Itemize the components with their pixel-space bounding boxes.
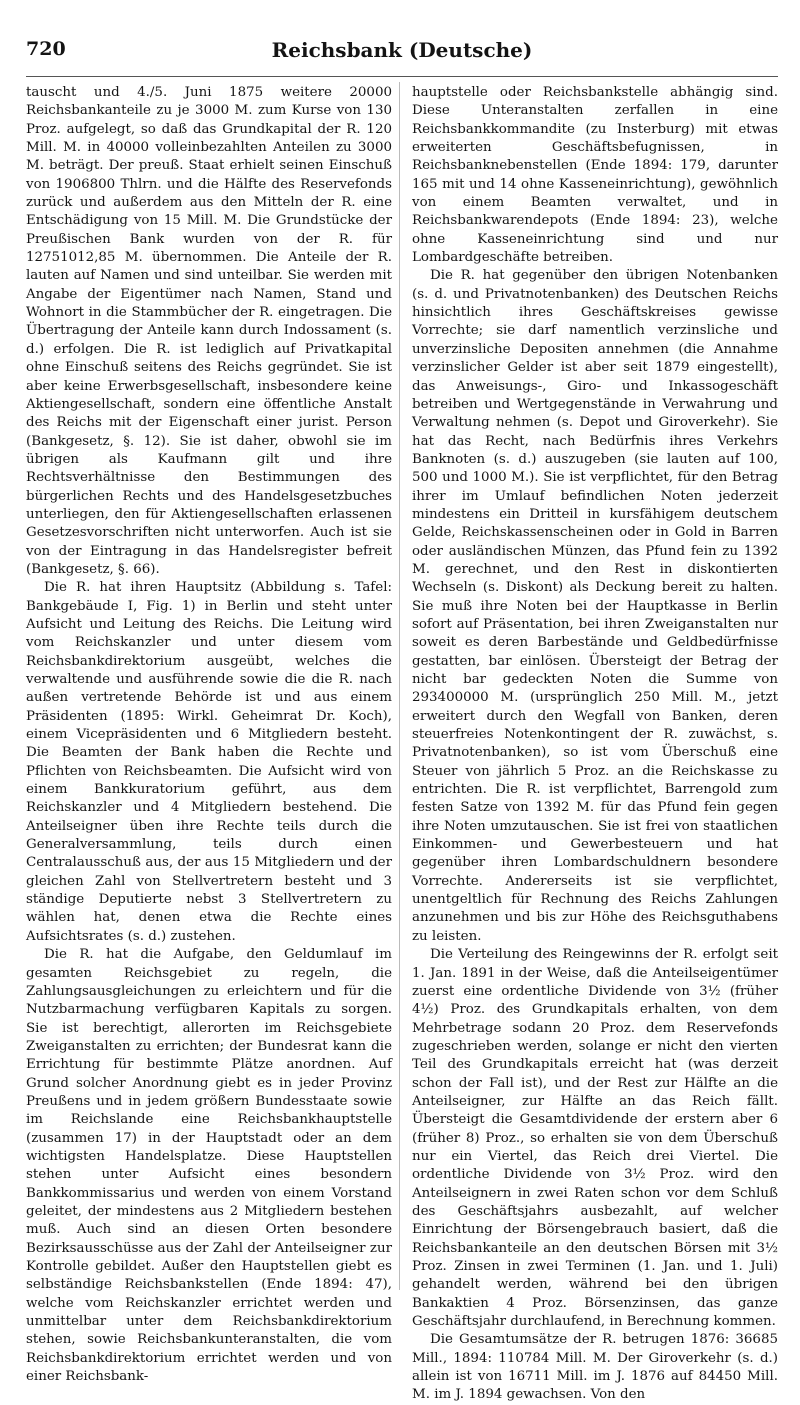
paragraph: Die Verteilung des Reingewinns der R. erfolgt seit 1. Jan. 1891 in der Weise, daß die Anteilseigentümer zuerst eine ordentliche Dividende von 3½ (früher 4½) Proz. des Grundkapitals erhalten, von dem Mehrbetrage sodann 20 Proz. dem Reservefonds zugeschrieben werden, solange er nicht den vierten Teil des Grundkapitals erreicht hat (was derzeit schon der Fall ist), und der Rest zur Hälfte an die Anteilseigner, zur Hälfte an das Reich fällt. Übersteigt die Gesamtdividende der erstern aber 6 (früher 8) Proz., so erhalten sie von dem Überschuß nur ein Viertel, das Reich drei Viertel. Die ordentliche Dividende von 3½ Proz. wird den Anteilseignern in zwei Raten schon vor dem Schluß des Geschäftsjahrs ausbezahlt, auf welcher Einrichtung der Börsengebrauch basiert, daß die Reichsbankanteile an den deutschen Börsen mit 3½ Proz. Zinsen in zwei Terminen (1. Jan. und 1. Juli) gehandelt werden, während bei den übrigen Bankaktien 4 Proz. Börsenzinsen, das ganze Geschäftsjahr durchlaufend, in Berechnung kommen. <box>412 947 778 1330</box>
paragraph: Die R. hat die Aufgabe, den Geldumlauf im gesamten Reichsgebiet zu regeln, die Zahlungsausgleichungen zu erleichtern und für die Nutzbarmachung verfügbaren Kapitals zu sorgen. Sie ist berechtigt, allerorten im Reichsgebiete Zweiganstalten zu errichten; der Bundesrat kann die Errichtung für bestimmte Plätze anordnen. Auf Grund solcher Anordnung giebt es in jeder Provinz Preußens und in jedem größern Bundesstaate sowie im Reichslande eine Reichsbankhauptstelle (zusammen 17) in der Hauptstadt oder an dem wichtigsten Handelsplatze. Diese Hauptstellen stehen unter Aufsicht eines besondern Bankkommissarius und werden von einem Vorstand geleitet, der mindestens aus 2 Mitgliedern bestehen muß. Auch sind an diesen Orten besondere Bezirksausschüsse aus der Zahl der Anteilseigner zur Kontrolle gebildet. Außer den Hauptstellen giebt es selbständige Reichsbankstellen (Ende 1894: 47), welche vom Reichskanzler errichtet werden und unmittelbar unter dem Reichsbankdirektorium stehen, sowie Reichsbankunteranstalten, die vom Reichsbankdirektorium errichtet werden und von einer Reichsbank- <box>26 947 392 1385</box>
paragraph: Die R. hat gegenüber den übrigen Notenbanken (s. d. und Privatnotenbanken) des Deutschen Reichs hinsichtlich ihres Geschäftskreises gewisse Vorrechte; sie darf namentlich verzinsliche und unverzinsliche Depositen annehmen (die Annahme verzinslicher Gelder ist aber seit 1879 eingestellt), das Anweisungs-, Giro- und Inkassogeschäft betreiben und Wertgegenstände in Verwahrung und Verwaltung nehmen (s. Depot und Giroverkehr). Sie hat das Recht, nach Bedürfnis ihres Verkehrs Banknoten (s. d.) auszugeben (sie lauten auf 100, 500 und 1000 M.). Sie ist verpflichtet, für den Betrag ihrer im Umlauf befindlichen Noten jederzeit mindestens ein Dritteil in kursfähigem deutschem Gelde, Reichskassenscheinen oder in Gold in Barren oder ausländischen Münzen, das Pfund fein zu 1392 M. gerechnet, und den Rest in diskontierten Wechseln (s. Diskont) als Deckung bereit zu halten. Sie muß ihre Noten bei der Hauptkasse in Berlin sofort auf Präsentation, bei ihren Zweiganstalten nur soweit es deren Barbestände und Geldbedürfnisse gestatten, bar einlösen. Übersteigt der Betrag der nicht bar gedeckten Noten die Summe von 293400000 M. (ursprünglich 250 Mill. M., jetzt erweitert durch den Wegfall von Banken, deren steuerfreies Notenkontingent der R. zuwächst, s. Privatnotenbanken), so ist vom Überschuß eine Steuer von jährlich 5 Proz. an die Reichskasse zu entrichten. Die R. ist verpflichtet, Barrengold zum festen Satze von 1392 M. für das Pfund fein gegen ihre Noten umzutauschen. Sie ist frei von staatlichen Einkommen- und Gewerbesteuern und hat gegenüber ihren Lombardschuldnern besondere Vorrechte. Andererseits ist sie verpflichtet, unentgeltlich für Rechnung des Reichs Zahlungen anzunehmen und bis zur Höhe des Reichsguthabens zu leisten. <box>412 268 778 944</box>
right-column <box>412 84 778 1405</box>
left-column <box>26 84 392 1386</box>
paragraph: hauptstelle oder Reichsbankstelle abhängig sind. Diese Unteranstalten zerfallen in eine Reichsbankkommandite (zu Insterburg) mit etwas erweiterten Geschäftsbefugnissen, in Reichsbanknebenstellen (Ende 1894: 179, darunter 165 mit und 14 ohne Kasseneinrichtung), gewöhnlich von einem Beamten verwaltet, und in Reichsbankwarendepots (Ende 1894: 23), welche ohne Kasseneinrichtung sind und nur Lombardgeschäfte betreiben. <box>412 85 778 266</box>
paragraph: tauscht und 4./5. Juni 1875 weitere 20000 Reichsbankanteile zu je 3000 M. zum Kurse von 130 Proz. aufgelegt, so daß das Grundkapital der R. 120 Mill. M. in 40000 volleinbezahlten Anteilen zu 3000 M. beträgt. Der preuß. Staat erhielt seinen Einschuß von 1906800 Thlrn. und die Hälfte des Reservefonds zurück und außerdem aus den Mitteln der R. eine Entschädigung von 15 Mill. M. Die Grundstücke der Preußischen Bank wurden von der R. für 12751012,85 M. übernommen. Die Anteile der R. lauten auf Namen und sind unteilbar. Sie werden mit Angabe der Eigentümer nach Namen, Stand und Wohnort in die Stammbücher der R. eingetragen. Die Übertragung der Anteile kann durch Indossament (s. d.) erfolgen. Die R. ist lediglich auf Privatkapital ohne Einschuß seitens des Reichs gegründet. Sie ist aber keine Erwerbsgesellschaft, insbesondere keine Aktiengesellschaft, sondern eine öffentliche Anstalt des Reichs mit der Eigenschaft einer jurist. Person (Bankgesetz, §. 12). Sie ist daher, obwohl sie im übrigen als Kaufmann gilt und ihre Rechtsverhältnisse den Bestimmungen des bürgerlichen Rechts und des Handelsgesetzbuches unterliegen, den für Aktiengesellschaften erlassenen Gesetzesvorschriften nicht unterworfen. Auch ist sie von der Eintragung in das Handelsregister befreit (Bankgesetz, §. 66). <box>26 85 392 577</box>
page-number: 720 <box>26 38 66 60</box>
running-head: Reichsbank (Deutsche) <box>271 38 533 62</box>
column-divider <box>399 82 400 1290</box>
paragraph: Die R. hat ihren Hauptsitz (Abbildung s. Tafel: Bankgebäude I, Fig. 1) in Berlin und steht unter Aufsicht und Leitung des Reichs. Die Leitung wird vom Reichskanzler und unter diesem vom Reichsbankdirektorium ausgeübt, welches die verwaltende und ausführende sowie die die R. nach außen vertretende Behörde ist und aus einem Präsidenten (1895: Wirkl. Geheimrat Dr. Koch), einem Vicepräsidenten und 6 Mitgliedern besteht. Die Beamten der Bank haben die Rechte und Pflichten von Reichsbeamten. Die Aufsicht wird von einem Bankkuratorium geführt, aus dem Reichskanzler und 4 Mitgliedern bestehend. Die Anteilseigner üben ihre Rechte teils durch die Generalversammlung, teils durch einen Centralausschuß aus, der aus 15 Mitgliedern und der gleichen Zahl von Stellvertretern besteht und 3 ständige Deputierte nebst 3 Stellvertretern zu wählen hat, denen etwa die Rechte eines Aufsichtsrates (s. d.) zustehen. <box>26 580 392 944</box>
page-header <box>26 38 778 72</box>
header-rule <box>26 76 778 77</box>
paragraph: Die Gesamtumsätze der R. betrugen 1876: 36685 Mill., 1894: 110784 Mill. M. Der Giroverkehr (s. d.) allein ist von 16711 Mill. im J. 1876 auf 84450 Mill. M. im J. 1894 gewachsen. Von den <box>412 1332 778 1403</box>
